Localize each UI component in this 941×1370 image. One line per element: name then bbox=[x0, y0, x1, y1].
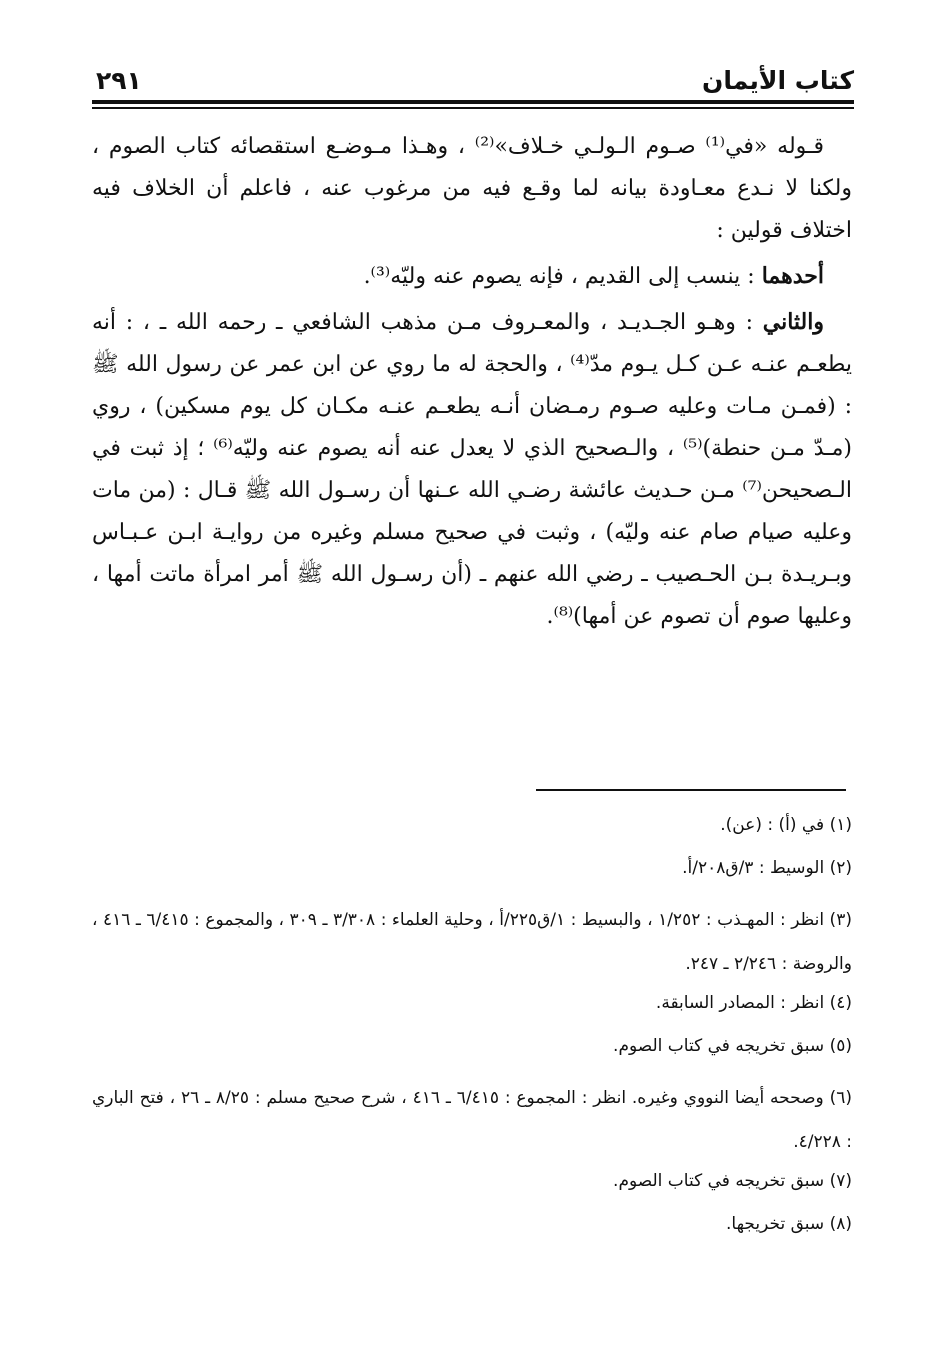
footnotes bbox=[92, 812, 852, 1254]
footnote-7: (٧) سبق تخريجه في كتاب الصوم. bbox=[613, 1171, 852, 1191]
running-title: كتاب الأيمان bbox=[701, 66, 854, 95]
second-opinion-text: : وهـو الجـديـد ، والمعـروف مـن مذهب الشافعي ـ رحمه الله ـ ، : أنه يطعـم عنـه عـن كـل يـوم مدّ⁽⁴⁾ ، والحجة له ما روي عن ابن عمر عن رسول الله ﷺ : (فمـن مـات وعليه صـوم رمـضان أنـه يطعـم عنـه مكـان كل يوم مسكين) ، روي (مـدّ مـن حنطة)⁽⁵⁾ ، والـصحيح الذي لا يعدل عنه أنه يصوم عنه وليّه⁽⁶⁾ ؛ إذ ثبت في الـصحيحن⁽⁷⁾ مـن حـديث عائشة رضـي الله عـنها أن رسـول الله ﷺ قـال : (من مات وعليه صيام صام عنه وليّه) ، وثبت في صحيح مسلم وغيره من روايـة ابـن عـبـاس وبـريـدة بـن الحـصيب ـ رضي الله عنهم ـ (أن رسـول الله ﷺ أمر امرأة ماتت أمها ، وعليها صوم أن تصوم عن أمها)⁽⁸⁾. bbox=[92, 310, 853, 629]
header-rule-thick bbox=[92, 100, 854, 104]
page-number: ٢٩١ bbox=[96, 66, 142, 95]
main-text bbox=[92, 126, 852, 638]
page-header bbox=[92, 60, 854, 100]
header-rule-thin bbox=[92, 107, 854, 109]
footnote-8: (٨) سبق تخريجها. bbox=[726, 1214, 852, 1234]
footnote-4: (٤) انظر : المصادر السابقة. bbox=[655, 993, 852, 1013]
footnote-1: (١) في (أ) : (عن). bbox=[720, 815, 852, 835]
footnote-6: (٦) وصححه أيضا النووي وغيره. انظر : المجموع : ٦/٤١٥ ـ ٤١٦ ، شرح صحيح مسلم : ٨/٢٥ ـ ٢٦ ، فتح الباري : ٤/٢٢٨. bbox=[92, 1088, 853, 1152]
second-opinion-lead: والثاني bbox=[762, 309, 824, 335]
paragraph-second-opinion bbox=[92, 301, 852, 638]
footnote-5: (٥) سبق تخريجه في كتاب الصوم. bbox=[613, 1036, 852, 1056]
footnote-separator bbox=[536, 789, 846, 791]
footnote-2: (٢) الوسيط : ٣/ق٢٠٨/أ. bbox=[682, 858, 852, 878]
first-opinion-lead: أحدهما bbox=[761, 263, 824, 289]
first-opinion-text: : ينسب إلى القديم ، فإنه يصوم عنه وليّه⁽³⁾. bbox=[363, 264, 762, 289]
paragraph-first-opinion bbox=[92, 255, 852, 298]
paragraph-intro: قـوله «في⁽¹⁾ صـوم الـولـي خـلاف»⁽²⁾ ، وهـذا مـوضـع استقصائه كتاب الصوم ، ولكنا لا نـدع معـاودة بيانه لما وقـع فيه من مرغوب عنه ، فاعلم أن الخلاف فيه اختلاف قولين : bbox=[92, 134, 852, 243]
footnote-3: (٣) انظر : المهـذب : ١/٢٥٢ ، والبسيط : ١/ق٢٢٥/أ ، وحلية العلماء : ٣/٣٠٨ ـ ٣٠٩ ، والمجموع : ٦/٤١٥ ـ ٤١٦ ، والروضة : ٢/٢٤٦ ـ ٢٤٧. bbox=[92, 910, 852, 974]
